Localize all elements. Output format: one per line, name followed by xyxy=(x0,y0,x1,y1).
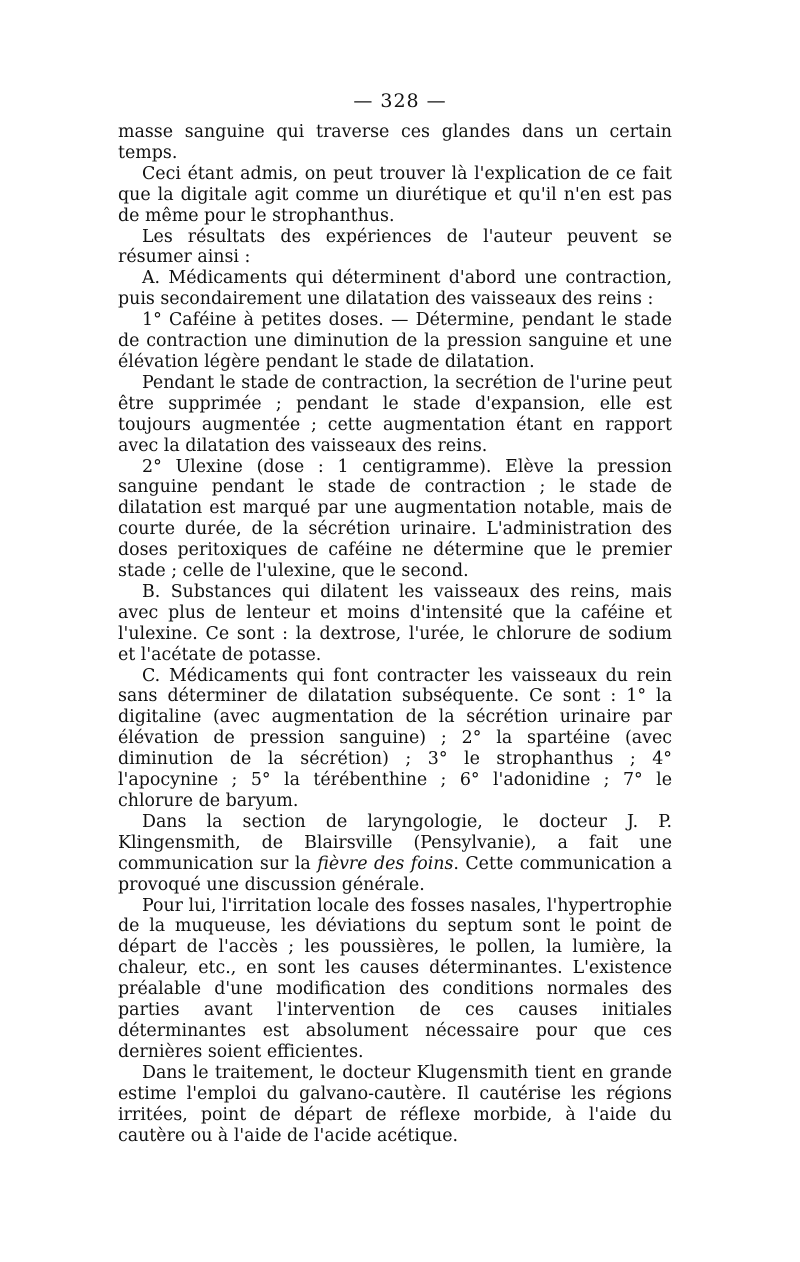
laryngologie-text-after: . Cette communication a provoqué une discussion générale. xyxy=(118,853,672,895)
paragraph-section-b: B. Substances qui dilatent les vaisseaux des reins, mais avec plus de lenteur et moins d'intensité que la caféine et l'ulexine. Ce sont : la dextrose, l'urée, le chlorure de sodium et l'acétate de potasse. xyxy=(118,581,672,665)
paragraph-resultats: Les résultats des expériences de l'auteur peuvent se résumer ainsi : xyxy=(118,226,672,268)
paragraph-continuation: masse sanguine qui traverse ces glandes dans un certain temps. xyxy=(118,122,672,163)
paragraph-cafeine: 1° Caféine à petites doses. — Détermine, pendant le stade de contraction une diminution de la pression sanguine et une élévation légère pendant le stade de dilatation. xyxy=(118,310,672,372)
laryngologie-text-before: Dans la section de laryngologie, le docteur J. P. Klingensmith, de Blairsville (Pensylvanie), a fait une communication sur la xyxy=(118,811,672,874)
paragraph-secretion: Pendant le stade de contraction, la secrétion de l'urine peut être supprimée ; pendant le stade d'expansion, elle est toujours augmentée ; cette augmentation étant en rapport avec la dilatation des vaisseaux des reins. xyxy=(118,372,672,456)
paragraph-laryngologie xyxy=(118,812,672,896)
paragraph-ulexine: 2° Ulexine (dose : 1 centigramme). Elève la pression sanguine pendant le stade de contraction ; le stade de dilatation est marqué par une augmentation notable, mais de courte durée, de la sécrétion urinaire. L'administration des doses peritoxiques de caféine ne détermine que le premier stade ; celle de l'ulexine, que le second. xyxy=(118,456,672,582)
paragraph-irritation: Pour lui, l'irritation locale des fosses nasales, l'hypertrophie de la muqueuse, les déviations du septum sont le point de départ de l'accès ; les poussières, le pollen, la lumière, la chaleur, etc., en sont les causes déterminantes. L'existence préalable d'une modification des conditions normales des parties avant l'intervention de ces causes initiales déterminantes est absolument nécessaire pour que ces dernières soient efficientes. xyxy=(118,895,672,1062)
paragraph-section-a: A. Médicaments qui déterminent d'abord une contraction, puis secondairement une dilatation des vaisseaux des reins : xyxy=(118,268,672,310)
paragraph-section-c: C. Médicaments qui font contracter les vaisseaux du rein sans déterminer de dilatation subséquente. Ce sont : 1° la digitaline (avec augmentation de la sécrétion urinaire par élévation de pression sanguine) ; 2° la spartéine (avec diminution de la sécrétion) ; 3° le strophanthus ; 4° l'apocynine ; 5° la térébenthine ; 6° l'adonidine ; 7° le chlorure de baryum. xyxy=(118,665,672,811)
laryngologie-italic-term: fièvre des foins xyxy=(317,853,454,874)
paragraph-digitale: Ceci étant admis, on peut trouver là l'explication de ce fait que la digitale agit comme un diurétique et qu'il n'en est pas de même pour le strophanthus. xyxy=(118,163,672,226)
page-number: — 328 — xyxy=(353,90,447,112)
paragraph-traitement: Dans le traitement, le docteur Klugensmith tient en grande estime l'emploi du galvano-cautère. Il cautérise les régions irritées, point de départ de réflexe morbide, à l'aide du cautère ou à l'aide de l'acide acétique. xyxy=(118,1062,672,1146)
body-text xyxy=(118,122,672,1146)
